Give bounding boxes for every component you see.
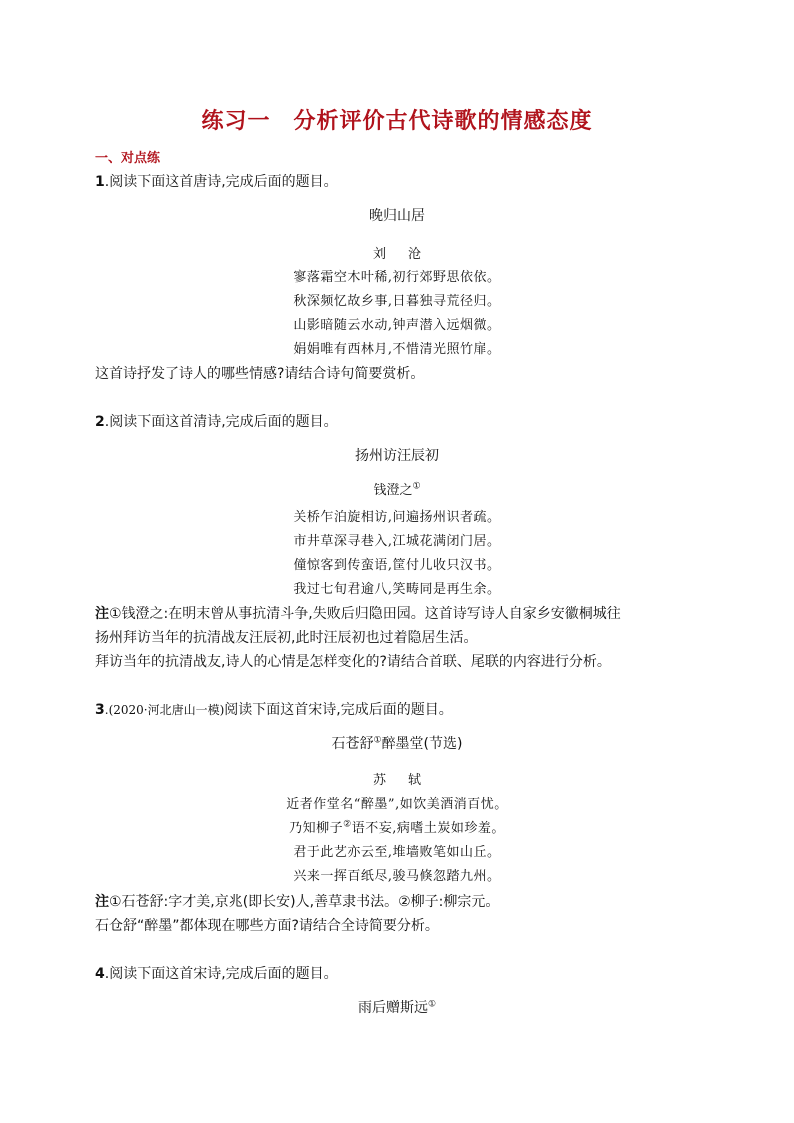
question-2-prompt (95, 412, 338, 432)
question-3-instruction: 阅读下面这首宋诗,完成后面的题目。 (224, 702, 453, 718)
poem-1-author-first: 刘 (372, 247, 386, 262)
poem-4-title-text: 雨后赠斯远 (357, 1000, 428, 1016)
poem-1-line-4: 娟娟唯有西林月,不惜清光照竹扉。 (293, 342, 501, 357)
poem-3-line-1: 近者作堂名“醉墨”,如饮美酒消百忧。 (286, 797, 508, 812)
question-2-note-line-2: 扬州拜访当年的抗清战友汪辰初,此时汪辰初也过着隐居生活。 (95, 630, 478, 646)
question-3-text: 石仓舒“醉墨”都体现在哪些方面?请结合全诗简要分析。 (95, 918, 439, 934)
question-2-note-text-1: ①钱澄之:在明末曾从事抗清斗争,失败后归隐田园。这首诗写诗人自家乡安徽桐城往 (109, 606, 621, 622)
question-1-instruction: .阅读下面这首唐诗,完成后面的题目。 (104, 174, 338, 190)
poem-1-author (0, 245, 794, 265)
poem-3-author (0, 771, 794, 791)
poem-3-title (0, 734, 794, 754)
poem-2-author (0, 481, 794, 501)
question-2-instruction: .阅读下面这首清诗,完成后面的题目。 (104, 414, 338, 430)
poem-4-title-note-mark: ① (427, 999, 437, 1010)
poem-3-line-2-part-b: 语不妄,病嗜土炭如珍羞。 (351, 821, 505, 836)
question-3-prompt (95, 700, 453, 720)
poem-3-title-part-a: 石苍舒 (331, 736, 374, 752)
page-title: 练习一 分析评价古代诗歌的情感态度 (201, 108, 593, 134)
poem-1-line-2: 秋深频忆故乡事,日暮独寻荒径归。 (293, 294, 501, 309)
question-3-note-label: 注 (95, 894, 109, 910)
question-2-number: 2 (95, 414, 105, 430)
poem-3-line-2-note-mark: ② (343, 819, 352, 830)
poem-2-line-1: 关桥乍泊旋相访,问遍扬州识者疏。 (293, 510, 501, 525)
poem-3-line-2 (0, 819, 794, 839)
poem-2-title: 扬州访汪辰初 (355, 448, 439, 464)
poem-3-line-4: 兴来一挥百纸尽,骏马倏忽踏九州。 (293, 869, 501, 884)
question-1-prompt (95, 172, 338, 192)
question-2-text: 拜访当年的抗清战友,诗人的心情是怎样变化的?请结合首联、尾联的内容进行分析。 (95, 654, 611, 670)
poem-3-line-3: 君于此艺亦云至,堆墙败笔如山丘。 (293, 845, 501, 860)
poem-2-line-4: 我过七旬君逾八,笑畴同是再生余。 (293, 582, 501, 597)
poem-3-title-note-mark: ① (373, 735, 382, 746)
question-2-note-line-1 (95, 604, 621, 624)
poem-1-title: 晚归山居 (369, 208, 425, 224)
section-heading: 一、对点练 (95, 151, 161, 166)
question-3-note (95, 892, 499, 912)
poem-1-line-1: 寥落霜空木叶稀,初行郊野思依依。 (293, 270, 501, 285)
poem-3-title-part-b: 醉墨堂(节选) (381, 736, 463, 752)
question-2-note-label: 注 (95, 606, 109, 622)
poem-1-author-last: 沧 (408, 247, 422, 262)
poem-2-author-note-mark: ① (412, 481, 421, 492)
poem-3-line-2-part-a: 乃知柳子 (289, 821, 344, 836)
poem-2-author-name: 钱澄之 (373, 483, 413, 498)
question-4-number: 4 (95, 966, 105, 982)
question-4-prompt (95, 964, 338, 984)
question-4-instruction: .阅读下面这首宋诗,完成后面的题目。 (104, 966, 338, 982)
poem-4-title (0, 998, 794, 1018)
poem-2-line-3: 僮惊客到传蛮语,筐付儿收只汉书。 (293, 558, 501, 573)
question-3-number: 3 (95, 702, 105, 718)
poem-3-author-last: 轼 (408, 773, 422, 788)
poem-1-line-3: 山影暗随云水动,钟声潜入远烟微。 (293, 318, 501, 333)
question-3-note-text: ①石苍舒:字才美,京兆(即长安)人,善草隶书法。②柳子:柳宗元。 (109, 894, 500, 910)
question-3-source: .(2020·河北唐山一模) (104, 703, 225, 717)
poem-2-line-2: 市井草深寻巷入,江城花满闭门居。 (293, 534, 501, 549)
poem-3-author-first: 苏 (372, 773, 386, 788)
question-1-number: 1 (95, 174, 105, 190)
question-1-text: 这首诗抒发了诗人的哪些情感?请结合诗句简要赏析。 (95, 366, 425, 382)
